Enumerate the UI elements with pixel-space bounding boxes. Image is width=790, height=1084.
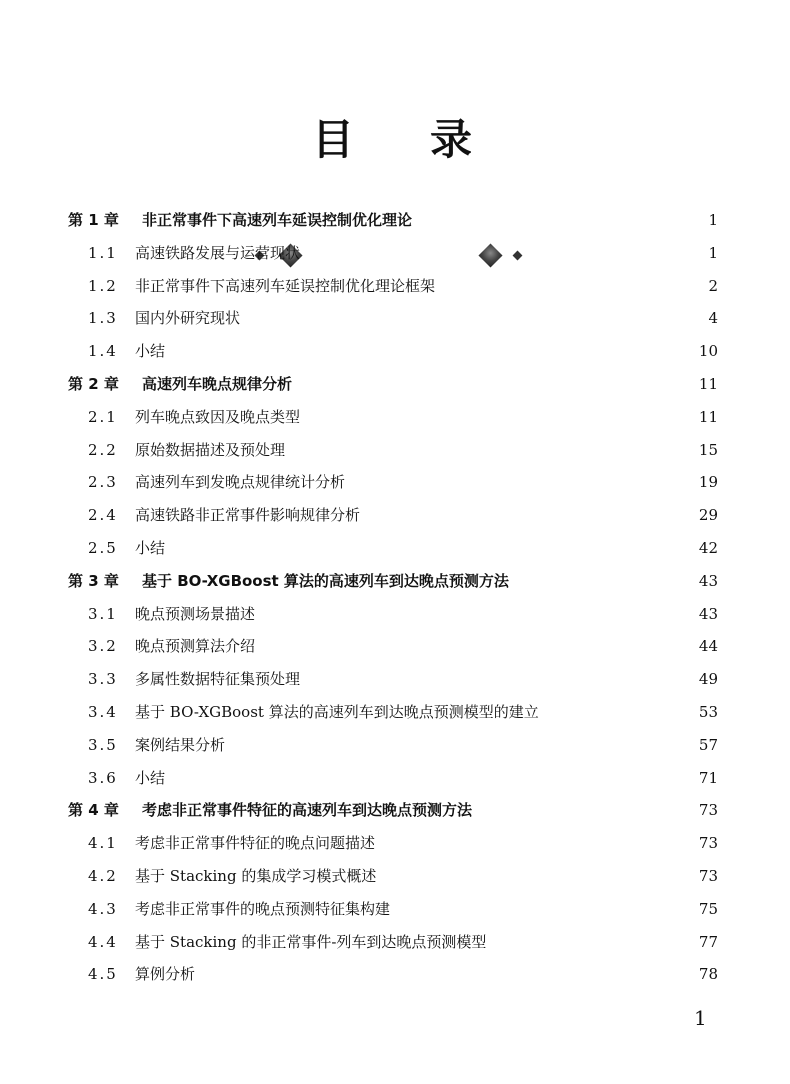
entry-page: 1 xyxy=(708,211,718,229)
entry-title: 列车晚点致因及晚点类型 xyxy=(135,407,301,426)
entry-number: 1.3 xyxy=(88,309,118,328)
entry-number: 3.4 xyxy=(88,703,118,721)
toc-section-entry[interactable] xyxy=(88,762,718,795)
entry-title: 基于 Stacking 的集成学习模式概述 xyxy=(135,867,377,885)
toc-chapter-entry[interactable] xyxy=(68,368,718,401)
entry-title: 高速列车晚点规律分析 xyxy=(142,375,293,393)
entry-page: 43 xyxy=(698,604,718,623)
entry-number: 第 1 章 xyxy=(68,211,119,229)
toc-section-entry[interactable] xyxy=(88,532,718,565)
entry-page: 73 xyxy=(698,801,718,820)
entry-number: 第 3 章 xyxy=(68,571,119,590)
entry-page: 43 xyxy=(698,571,718,590)
toc-section-entry[interactable] xyxy=(88,270,718,303)
dot-leader xyxy=(296,368,695,401)
entry-number: 3.6 xyxy=(88,768,118,787)
toc-section-entry[interactable] xyxy=(88,827,718,860)
entry-title: 多属性数据特征集预处理 xyxy=(135,670,301,689)
entry-title: 考虑非正常事件特征的高速列车到达晚点预测方法 xyxy=(142,801,473,820)
dot-leader xyxy=(416,204,700,237)
dot-leader xyxy=(259,598,695,631)
toc-chapter-entry[interactable] xyxy=(68,565,718,598)
entry-title: 高速铁路非正常事件影响规律分析 xyxy=(135,506,361,525)
entry-title: 国内外研究现状 xyxy=(135,309,241,328)
dot-leader xyxy=(364,499,695,532)
dot-leader xyxy=(379,827,695,860)
toc-section-entry[interactable] xyxy=(88,434,718,467)
dot-leader xyxy=(513,565,695,598)
dot-leader xyxy=(169,335,695,368)
entry-title: 案例结果分析 xyxy=(135,735,226,754)
toc-section-entry[interactable] xyxy=(88,958,718,991)
title-char-lu: 录 xyxy=(430,115,473,164)
dot-leader xyxy=(439,270,700,303)
toc-section-entry[interactable] xyxy=(88,729,718,762)
entry-page: 29 xyxy=(698,506,718,525)
entry-page: 10 xyxy=(698,342,718,361)
entry-title: 非正常事件下高速列车延误控制优化理论框架 xyxy=(135,276,436,295)
dot-leader xyxy=(169,532,695,565)
dot-leader xyxy=(490,926,695,959)
entry-number: 2.4 xyxy=(88,506,118,525)
entry-number: 第 4 章 xyxy=(68,801,119,820)
dot-leader xyxy=(289,434,695,467)
entry-title: 高速铁路发展与运营现状 xyxy=(135,243,301,262)
toc-section-entry[interactable] xyxy=(88,663,718,696)
entry-title: 考虑非正常事件特征的晚点问题描述 xyxy=(135,834,376,853)
toc-section-entry[interactable] xyxy=(88,466,718,499)
entry-number: 4.4 xyxy=(88,932,118,951)
entry-title: 基于 Stacking 的非正常事件-列车到达晚点预测模型 xyxy=(135,932,487,951)
toc-section-entry[interactable] xyxy=(88,860,718,893)
entry-title: 非正常事件下高速列车延误控制优化理论 xyxy=(142,211,413,229)
entry-page: 71 xyxy=(698,768,718,787)
dot-leader xyxy=(304,663,695,696)
entry-page: 73 xyxy=(698,867,718,885)
entry-page: 15 xyxy=(698,440,718,459)
entry-page: 75 xyxy=(698,899,718,918)
entry-number: 3.5 xyxy=(88,735,118,754)
dot-leader xyxy=(304,401,695,434)
toc-title xyxy=(0,115,790,165)
entry-page: 49 xyxy=(698,670,718,689)
toc-section-entry[interactable] xyxy=(88,499,718,532)
entry-page: 19 xyxy=(698,473,718,492)
entry-page: 73 xyxy=(698,834,718,853)
entry-page: 2 xyxy=(708,276,718,295)
toc-section-entry[interactable] xyxy=(88,630,718,663)
dot-leader xyxy=(199,958,695,991)
entry-number: 2.3 xyxy=(88,473,118,492)
entry-title: 算例分析 xyxy=(135,965,196,984)
dot-leader xyxy=(259,630,695,663)
entry-number: 4.1 xyxy=(88,834,118,853)
entry-page: 78 xyxy=(698,965,718,984)
dot-leader xyxy=(394,893,695,926)
entry-title: 考虑非正常事件的晚点预测特征集构建 xyxy=(135,899,391,918)
entry-number: 4.3 xyxy=(88,899,118,918)
toc-section-entry[interactable] xyxy=(88,926,718,959)
entry-title: 原始数据描述及预处理 xyxy=(135,440,286,459)
entry-number: 第 2 章 xyxy=(68,375,119,393)
toc-section-entry[interactable] xyxy=(88,598,718,631)
entry-title: 小结 xyxy=(135,539,166,557)
toc-section-entry[interactable] xyxy=(88,302,718,335)
entry-title: 基于 BO-XGBoost 算法的高速列车到达晚点预测方法 xyxy=(142,571,509,590)
dot-leader xyxy=(380,860,695,893)
entry-page: 11 xyxy=(698,375,718,393)
entry-page: 1 xyxy=(708,243,718,262)
entry-page: 4 xyxy=(708,309,718,328)
dot-leader xyxy=(476,794,695,827)
entry-page: 77 xyxy=(698,932,718,951)
toc-section-entry[interactable] xyxy=(88,696,718,729)
dot-leader xyxy=(304,237,700,270)
entry-number: 2.1 xyxy=(88,407,118,426)
toc-chapter-entry[interactable] xyxy=(68,794,718,827)
dot-leader xyxy=(244,302,700,335)
entry-number: 4.5 xyxy=(88,965,118,984)
title-char-mu: 目 xyxy=(312,115,355,164)
dot-leader xyxy=(229,729,695,762)
entry-number: 3.2 xyxy=(88,637,118,656)
entry-number: 2.2 xyxy=(88,440,118,459)
entry-number: 1.2 xyxy=(88,276,118,295)
entry-page: 53 xyxy=(698,703,718,721)
page-number: 1 xyxy=(694,1006,707,1030)
dot-leader xyxy=(169,762,695,795)
entry-page: 11 xyxy=(698,407,718,426)
entry-page: 44 xyxy=(698,637,718,656)
entry-number: 3.1 xyxy=(88,604,118,623)
entry-number: 2.5 xyxy=(88,539,118,557)
entry-title: 晚点预测场景描述 xyxy=(135,604,256,623)
toc-section-entry[interactable] xyxy=(88,893,718,926)
dot-leader xyxy=(543,696,695,729)
entry-title: 基于 BO-XGBoost 算法的高速列车到达晚点预测模型的建立 xyxy=(135,703,539,721)
toc-section-entry[interactable] xyxy=(88,237,718,270)
entry-title: 高速列车到发晚点规律统计分析 xyxy=(135,473,346,492)
toc-section-entry[interactable] xyxy=(88,401,718,434)
entry-title: 小结 xyxy=(135,342,166,361)
entry-page: 57 xyxy=(698,735,718,754)
entry-number: 4.2 xyxy=(88,867,118,885)
toc-section-entry[interactable] xyxy=(88,335,718,368)
entry-page: 42 xyxy=(698,539,718,557)
toc-chapter-entry[interactable] xyxy=(68,204,718,237)
entry-number: 1.4 xyxy=(88,342,118,361)
entry-title: 小结 xyxy=(135,768,166,787)
dot-leader xyxy=(349,466,695,499)
entry-number: 1.1 xyxy=(88,243,118,262)
entry-number: 3.3 xyxy=(88,670,118,689)
entry-title: 晚点预测算法介绍 xyxy=(135,637,256,656)
